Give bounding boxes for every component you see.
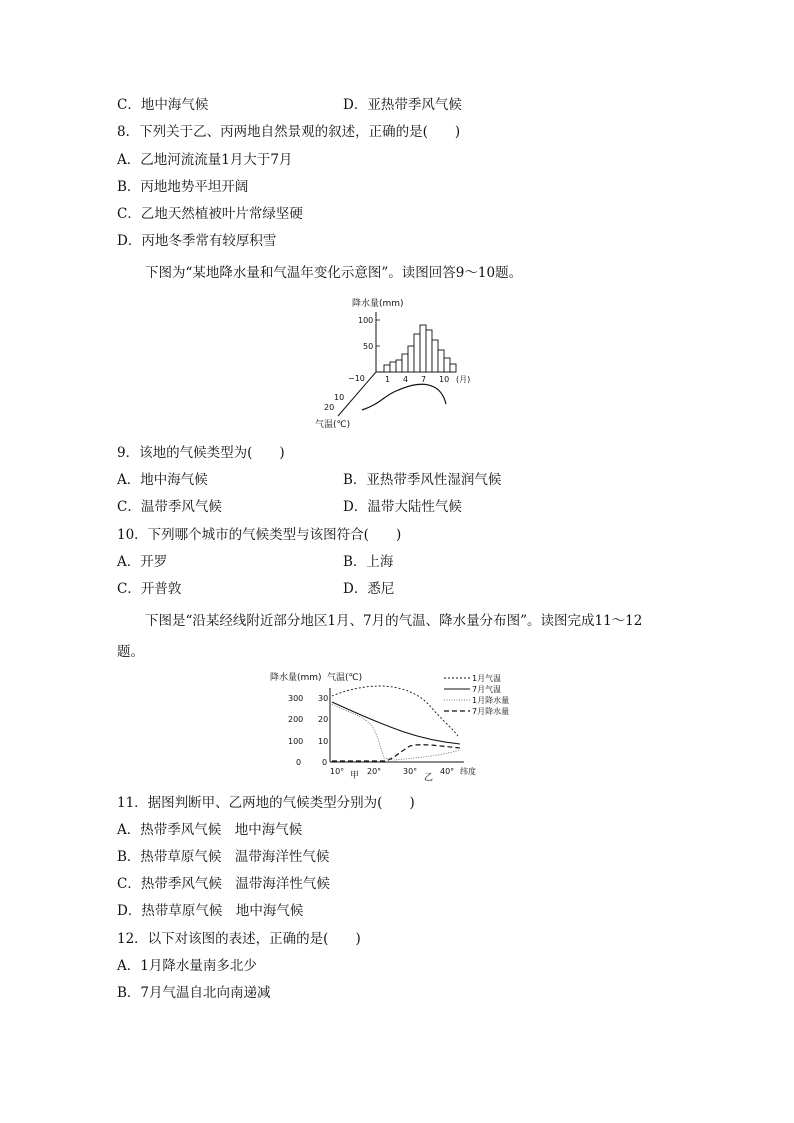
precip-bar [426, 330, 432, 372]
fig1-x-tick: 7 [421, 375, 427, 384]
fig2-left-tick: 100 [288, 737, 304, 746]
q12-option-b: B．7月气温自北向南递减 [117, 985, 271, 1001]
fig1-t-tick: 10 [334, 393, 345, 402]
place-yi: 乙 [424, 773, 434, 783]
precip-bar [402, 354, 408, 372]
fig2-x-tick: 30° [403, 767, 418, 776]
fig1-x-tick: 4 [403, 375, 409, 384]
place-jia: 甲 [350, 771, 360, 781]
fig2-right-tick: 30 [318, 694, 329, 703]
fig1-y-tick: 50 [363, 342, 374, 351]
temperature-curve [362, 384, 446, 410]
q9-option-c: C．温带季风气候 [117, 499, 222, 515]
q10-option-a: A．开罗 [117, 554, 168, 570]
fig1-t-label: 气温(℃) [315, 420, 351, 430]
precip-bar [432, 340, 438, 372]
precip-bar [444, 358, 450, 372]
fig2-x-unit: 纬度 [460, 767, 476, 776]
q11-stem: 11．据图判断甲、乙两地的气候类型分别为( ) [117, 795, 415, 811]
intro-figure-1: 下图为“某地降水量和气温年变化示意图”。读图回答9～10题。 [145, 265, 523, 281]
q8-option-b: B．丙地地势平坦开阔 [117, 179, 249, 195]
fig2-right-tick: 20 [318, 715, 329, 724]
jan-precipitation-curve [332, 704, 460, 760]
jul-temperature-curve [332, 702, 460, 744]
precip-bar [396, 360, 402, 372]
intro-figure-2: 下图是“沿某经线附近部分地区1月、7月的气温、降水量分布图”。读图完成11～12 [145, 613, 643, 629]
q8-option-c: C．乙地天然植被叶片常绿坚硬 [117, 206, 303, 222]
precip-bar [450, 364, 456, 372]
climate-chart-figure-1 [300, 292, 500, 432]
jul-precipitation-curve [332, 745, 460, 761]
fig1-x-tick: 1 [385, 375, 391, 384]
q11-option-b: B．热带草原气候 温带海洋性气候 [117, 849, 330, 865]
q11-option-d: D．热带草原气候 地中海气候 [117, 903, 304, 919]
fig2-left-tick: 200 [288, 715, 304, 724]
fig2-right-tick: 10 [318, 737, 329, 746]
intro-figure-2-cont: 题。 [117, 644, 144, 660]
fig1-y-tick: −10 [348, 374, 365, 383]
precip-bar [390, 362, 396, 372]
precip-bar [438, 350, 444, 372]
fig1-x-tick: 10 [439, 375, 450, 384]
q8-option-d: D．丙地冬季常有较厚积雪 [117, 233, 277, 249]
fig1-y-label: 降水量(mm) [352, 299, 404, 309]
fig1-x-unit: (月) [456, 375, 471, 384]
fig2-right-label: 气温(℃) [327, 673, 363, 683]
legend-jan-temp: 1月气温 [472, 674, 502, 683]
q9-option-b: B．亚热带季风性湿润气候 [343, 472, 502, 488]
legend-jul-temp: 7月气温 [472, 685, 502, 694]
fig2-x-tick: 40° [440, 767, 455, 776]
fig1-t-tick: 20 [324, 403, 335, 412]
q12-stem: 12．以下对该图的表述，正确的是( ) [117, 931, 361, 947]
q9-stem: 9．该地的气候类型为( ) [117, 445, 285, 461]
fig2-x-tick: 10° [330, 767, 345, 776]
legend-jan-precip: 1月降水量 [472, 696, 510, 705]
legend-jul-precip: 7月降水量 [472, 707, 510, 716]
fig1-y-tick: 100 [358, 316, 374, 325]
latitude-chart-figure-2 [264, 666, 534, 784]
fig1-bars [384, 325, 456, 372]
q7-option-d: D．亚热带季风气候 [343, 97, 462, 113]
q7-option-c: C．地中海气候 [117, 97, 209, 113]
q10-option-d: D．悉尼 [343, 581, 395, 597]
q11-option-a: A．热带季风气候 地中海气候 [117, 822, 303, 838]
q10-option-c: C．开普敦 [117, 581, 182, 597]
fig2-right-tick: 0 [322, 758, 328, 767]
fig2-x-tick: 20° [367, 767, 382, 776]
q12-option-a: A．1月降水量南多北少 [117, 958, 257, 974]
precip-bar [420, 325, 426, 372]
q8-stem: 8．下列关于乙、丙两地自然景观的叙述，正确的是( ) [117, 124, 461, 140]
fig2-left-tick: 300 [288, 694, 304, 703]
precip-bar [408, 346, 414, 372]
precip-bar [384, 365, 390, 372]
fig2-left-label: 降水量(mm) [270, 673, 322, 683]
q8-option-a: A．乙地河流流量1月大于7月 [117, 152, 293, 168]
q10-stem: 10．下列哪个城市的气候类型与该图符合( ) [117, 527, 402, 543]
q11-option-c: C．热带季风气候 温带海洋性气候 [117, 876, 330, 892]
q9-option-a: A．地中海气候 [117, 472, 208, 488]
fig2-left-tick: 0 [296, 758, 302, 767]
q10-option-b: B．上海 [343, 554, 394, 570]
precip-bar [414, 334, 420, 372]
q9-option-d: D．温带大陆性气候 [343, 499, 462, 515]
